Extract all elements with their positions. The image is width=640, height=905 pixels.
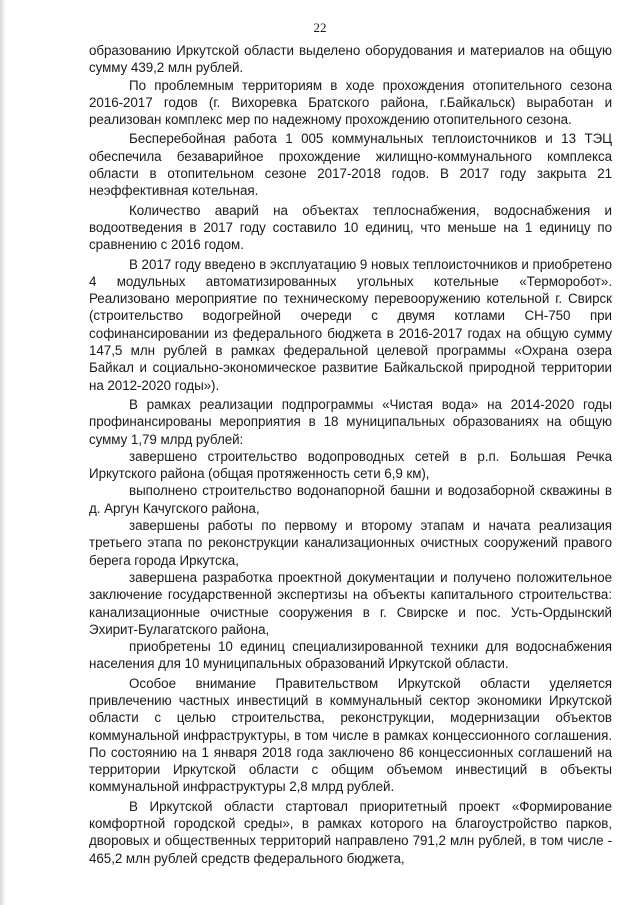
list-item-3: завершены работы по первому и второму этапам и начата реализация третьего этапа по реконструкции канализационных очистных сооружений правого берега города Иркутска, — [89, 518, 612, 568]
document-body — [89, 42, 612, 867]
paragraph-4: Количество аварий на объектах теплоснабжения, водоснабжения и водоотведения в 2017 году составило 10 единиц, что меньше на 1 единицу по сравнению с 2016 годом. — [89, 202, 612, 253]
paragraph-8: В Иркутской области стартовал приоритетный проект «Формирование комфортной городской среды», в рамках которого на благоустройство парков, дворовых и общественных территорий направлено 791,2 млн рублей, в том числе - 465,2 млн рублей средств федерального бюджета, — [89, 798, 612, 866]
paragraph-7: Особое внимание Правительством Иркутской области уделяется привлечению частных инвестиций в коммунальный сектор экономики Иркутской области с целью строительства, реконструкции, модернизации объектов коммунальной инфраструктуры, в том числе в рамках концессионного соглашения. По состоянию на 1 января 2018 года заключено 86 концессионных соглашений на территории Иркутской области с общим объемом инвестиций в объекты коммунальной инфраструктуры 2,8 млрд рублей. — [89, 675, 612, 795]
page-number: 22 — [313, 20, 327, 35]
paragraph-6: В рамках реализации подпрограммы «Чистая вода» на 2014-2020 годы профинансированы мероприятия в 18 муниципальных образованиях на общую сумму 1,79 млрд рублей: — [89, 396, 612, 447]
list-item-2: выполнено строительство водонапорной башни и водозаборной скважины в д. Аргун Качугского района, — [89, 483, 612, 516]
list-item-1: завершено строительство водопроводных сетей в р.п. Большая Речка Иркутского района (общая протяженность сети 6,9 км), — [89, 448, 612, 482]
list-item-4: завершена разработка проектной документации и получено положительное заключение государственной экспертизы на объекты капитального строительства: канализационные очистные сооружения в г. Свирске и пос. Усть-Ордынский Эхирит-Булагатского района, — [89, 569, 612, 637]
list-item-5: приобретены 10 единиц специализированной техники для водоснабжения населения для 10 муниципальных образований Иркутской области. — [89, 639, 612, 672]
paragraph-5: В 2017 году введено в эксплуатацию 9 новых теплоисточников и приобретено 4 модульных автоматизированных угольных котельные «Терморобот». Реализовано мероприятие по техническому перевооружению котельной г. Свирск (строительство водогрейной очереди с двумя котлами СН-750 при софинансировании из федерального бюджета в 2016-2017 годах на общую сумму 147,5 млн рублей в рамках федеральной целевой программы «Охрана озера Байкал и социально-экономическое развитие Байкальской природной территории на 2012-2020 годы»). — [89, 256, 612, 393]
paragraph-3: Бесперебойная работа 1 005 коммунальных теплоисточников и 13 ТЭЦ обеспечила безаварийное прохождение жилищно-коммунального комплекса области в отопительном сезоне 2017-2018 годов. В 2017 году закрыта 21 неэффективная котельная. — [89, 131, 612, 199]
paragraph-2: По проблемным территориям в ходе прохождения отопительного сезона 2016-2017 годов (г. Вихоревка Братского района, г.Байкальск) выработан и реализован комплекс мер по надежному прохождению отопительного сезона. — [89, 77, 612, 128]
paragraph-1: образованию Иркутской области выделено оборудования и материалов на общую сумму 439,2 млн рублей. — [89, 43, 612, 76]
scan-edge-shadow — [0, 0, 6, 905]
